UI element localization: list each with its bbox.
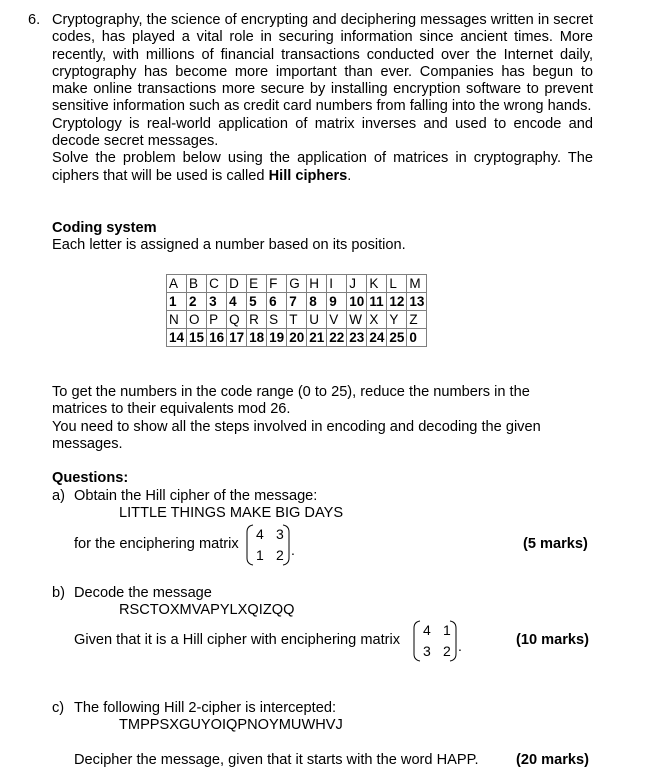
question-c-decipher-text: Decipher the message, given that it starts with the word HAPP. — [74, 752, 479, 768]
table-cell: O — [187, 311, 207, 329]
table-cell: X — [367, 311, 387, 329]
table-cell: V — [327, 311, 347, 329]
table-cell: 21 — [307, 329, 327, 347]
table-cell: G — [287, 275, 307, 293]
matrix-b-brackets — [413, 620, 463, 662]
table-cell: L — [387, 275, 407, 293]
question-c-marks: (20 marks) — [516, 752, 590, 768]
table-cell: H — [307, 275, 327, 293]
intro-paragraph: Cryptography, the science of encrypting and deciphering messages written in secret codes, has played a vital role in securing information since ancient times. More recently, with millions of financial transactions conducted over the Internet daily, cryptography has become more important than ever. Companies has begun to make online transactions more secure by installing encryption software to prevent sensitive information such as credit card numbers from falling into the wrong hands. — [52, 12, 593, 115]
table-cell: 3 — [207, 293, 227, 311]
table-cell: N — [167, 311, 187, 329]
question-a-message: LITTLE THINGS MAKE BIG DAYS — [119, 505, 344, 521]
question-c-message: TMPPSXGUYOIQPNOYMUWHVJ — [119, 717, 343, 733]
table-cell: 11 — [367, 293, 387, 311]
table-cell: 20 — [287, 329, 307, 347]
question-c-label: c) — [52, 700, 65, 716]
table-cell: K — [367, 275, 387, 293]
table-cell: P — [207, 311, 227, 329]
letter-number-table — [166, 274, 427, 347]
matrix-b-entry: 3 — [423, 643, 431, 659]
question-a-matrix-text: for the enciphering matrix — [74, 536, 239, 552]
table-cell: C — [207, 275, 227, 293]
table-cell: 14 — [167, 329, 187, 347]
table-cell: 17 — [227, 329, 247, 347]
table-cell: 1 — [167, 293, 187, 311]
table-cell: 6 — [267, 293, 287, 311]
range-paragraph: To get the numbers in the code range (0 to 25), reduce the numbers in the matrices to their equivalents mod 26. — [52, 384, 530, 418]
matrix-a-entry: 2 — [276, 547, 284, 563]
table-cell: 2 — [187, 293, 207, 311]
hill-ciphers-term: Hill ciphers — [268, 167, 348, 184]
table-cell: R — [247, 311, 267, 329]
table-cell: Z — [407, 311, 427, 329]
matrix-b — [413, 620, 463, 662]
table-cell: 25 — [387, 329, 407, 347]
matrix-a-entry: 4 — [256, 526, 264, 542]
table-cell: 15 — [187, 329, 207, 347]
table-cell: 10 — [347, 293, 367, 311]
intro-paragraph: Solve the problem below using the application of matrices in cryptography. The ciphers that will be used is called Hill ciphers. — [52, 150, 593, 184]
table-cell: J — [347, 275, 367, 293]
question-b-text: Decode the message — [74, 585, 212, 601]
table-cell: 0 — [407, 329, 427, 347]
matrix-b-entry: 2 — [443, 643, 451, 659]
table-cell: W — [347, 311, 367, 329]
coding-heading: Coding system — [52, 220, 157, 236]
coding-text: Each letter is assigned a number based on its position. — [52, 237, 406, 253]
question-b-message: RSCTOXMVAPYLXQIZQQ — [119, 602, 295, 618]
table-cell: 19 — [267, 329, 287, 347]
range-paragraph: You need to show all the steps involved in encoding and decoding the given messages. — [52, 418, 541, 452]
table-cell: 4 — [227, 293, 247, 311]
table-cell: 8 — [307, 293, 327, 311]
table-cell: 13 — [407, 293, 427, 311]
intro-block — [52, 12, 593, 185]
question-a-label: a) — [52, 488, 65, 504]
table-cell: 7 — [287, 293, 307, 311]
intro-paragraph: Cryptology is real-world application of matrix inverses and used to encode and decode secret messages. — [52, 115, 593, 150]
table-row — [167, 311, 427, 329]
table-cell: 12 — [387, 293, 407, 311]
question-b-label: b) — [52, 585, 65, 601]
table-cell: U — [307, 311, 327, 329]
range-block — [52, 384, 593, 453]
question-b-marks: (10 marks) — [516, 632, 590, 648]
matrix-a-period: . — [291, 542, 295, 558]
table-cell: 16 — [207, 329, 227, 347]
table-cell: B — [187, 275, 207, 293]
table-cell: 18 — [247, 329, 267, 347]
question-b-matrix-text: Given that it is a Hill cipher with enciphering matrix — [74, 632, 401, 648]
table-cell: 23 — [347, 329, 367, 347]
matrix-b-entry: 4 — [423, 622, 431, 638]
question-a-text: Obtain the Hill cipher of the message: — [74, 488, 318, 504]
table-cell: F — [267, 275, 287, 293]
table-cell: 22 — [327, 329, 347, 347]
table-cell: 9 — [327, 293, 347, 311]
table-cell: I — [327, 275, 347, 293]
matrix-b-period: . — [458, 638, 462, 654]
table-cell: E — [247, 275, 267, 293]
table-cell: M — [407, 275, 427, 293]
matrix-b-entry: 1 — [443, 622, 451, 638]
matrix-a-entry: 1 — [256, 547, 264, 563]
table-cell: T — [287, 311, 307, 329]
matrix-a-entry: 3 — [276, 526, 284, 542]
questions-heading: Questions: — [52, 470, 129, 486]
table-cell: Q — [227, 311, 247, 329]
table-cell: S — [267, 311, 287, 329]
table-cell: Y — [387, 311, 407, 329]
question-a-marks: (5 marks) — [523, 536, 588, 552]
table-row — [167, 329, 427, 347]
question-c-text: The following Hill 2-cipher is intercepted: — [74, 700, 336, 716]
table-cell: 5 — [247, 293, 267, 311]
table-cell: A — [167, 275, 187, 293]
table-cell: 24 — [367, 329, 387, 347]
matrix-a — [246, 524, 296, 566]
table-row — [167, 293, 427, 311]
matrix-a-brackets — [246, 524, 296, 566]
table-row — [167, 275, 427, 293]
question-number: 6. — [28, 12, 41, 28]
table-cell: D — [227, 275, 247, 293]
